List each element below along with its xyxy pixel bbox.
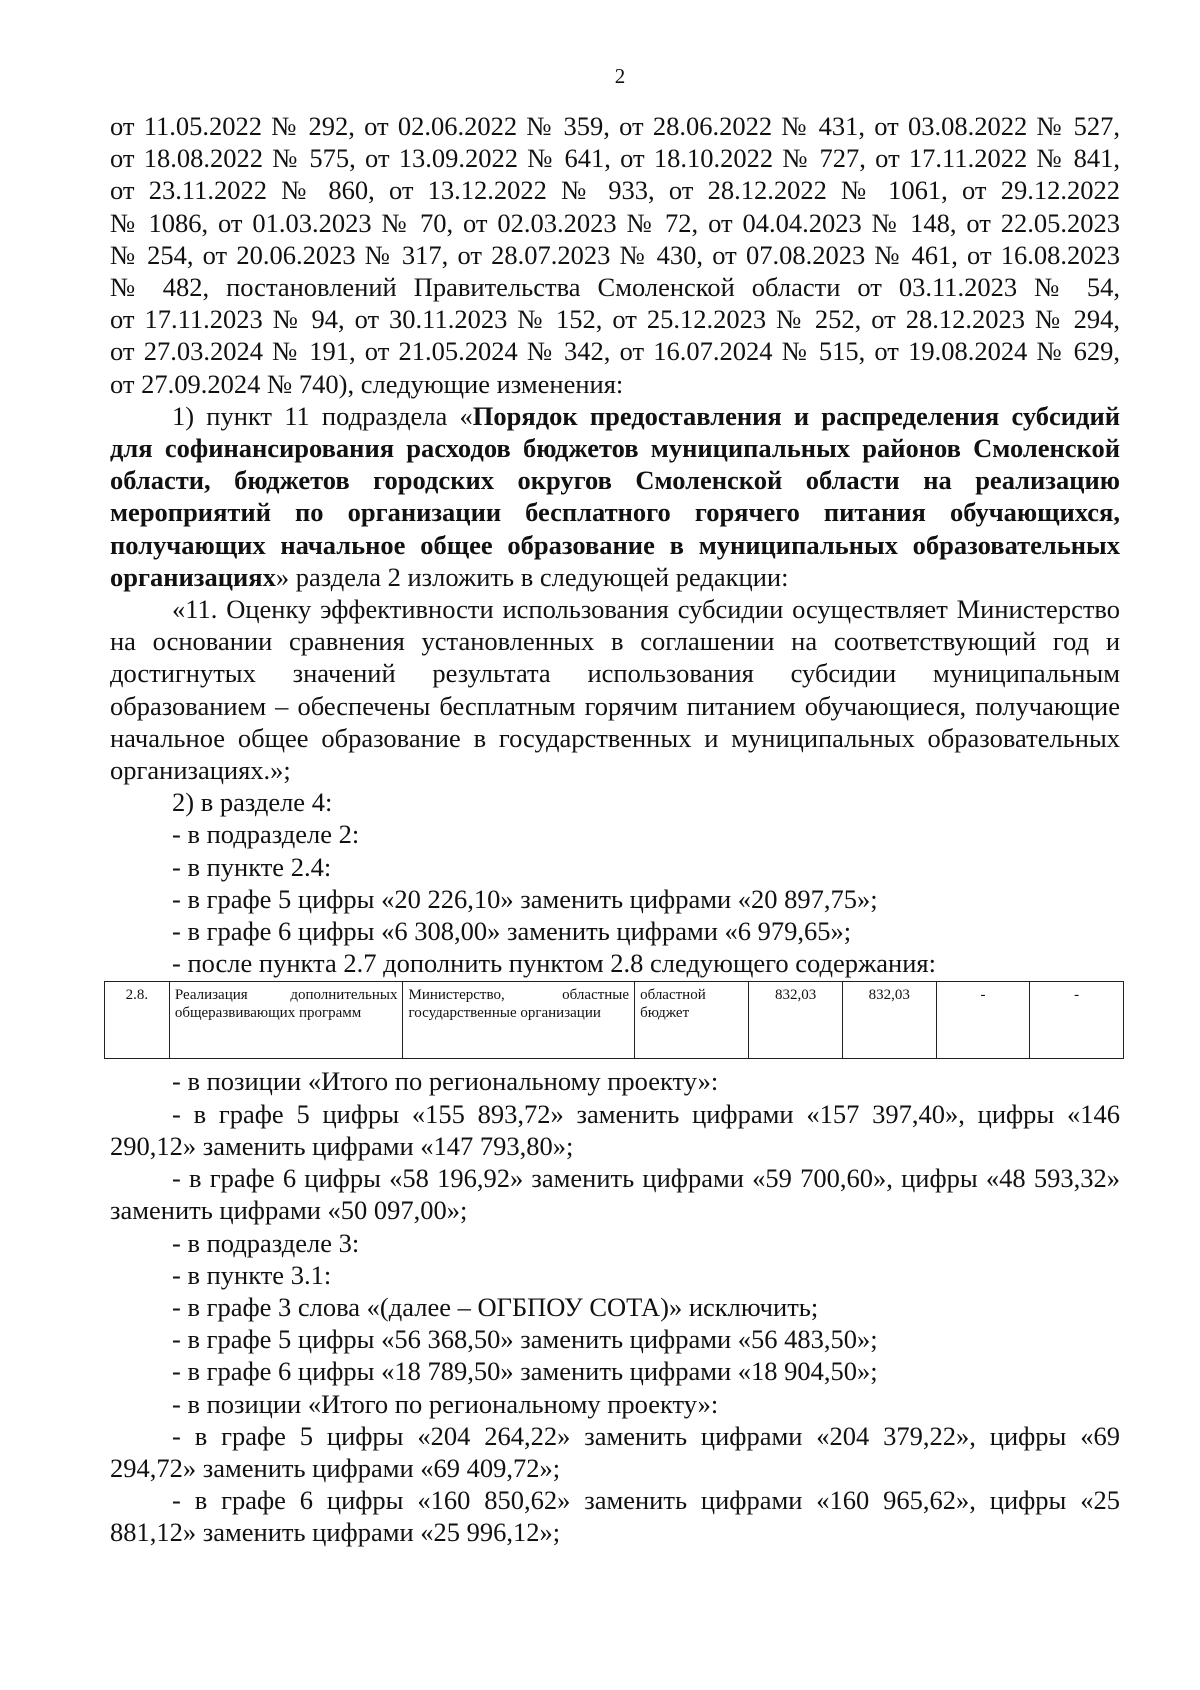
item-1-prefix: 1) пункт 11 подраздела « <box>172 400 473 431</box>
text-line: - в графе 6 цифры «18 789,50» заменить цифрами «18 904,50»; <box>172 1356 878 1387</box>
cell-year-1: 832,03 <box>842 982 936 1059</box>
intro-line: от 18.08.2022 № 575, от 13.09.2022 № 641, от 18.10.2022 № 727, от 17.11.2022 № 841, <box>110 143 1120 174</box>
cell-total: 832,03 <box>749 982 843 1059</box>
intro-line: № 482, постановлений Правительства Смоленской области от 03.11.2023 № 54, <box>110 272 1120 303</box>
text-line: - после пункта 2.7 дополнить пунктом 2.8 следующего содержания: <box>172 948 936 979</box>
cell-executor: Министерство, областные государственные организации <box>403 982 635 1059</box>
cell-year-3: - <box>1030 982 1124 1059</box>
intro-line-last: от 27.09.2024 № 740), следующие изменения: <box>110 368 624 399</box>
text-line: - в подразделе 3: <box>172 1227 360 1258</box>
intro-line: № 254, от 20.06.2023 № 317, от 28.07.2023 № 430, от 07.08.2023 № 461, от 16.08.2023 <box>110 239 1120 270</box>
item-11-paragraph: «11. Оценку эффективности использования субсидии осуществляет Министерство на основании сравнения установленных в соглашении на соответствующий год и достигнутых значений результата использования субсидии муниципальным образованием – обеспечены бесплатным горячим питанием обучающиеся, получающие начальное общее образование в государственных и муниципальных образовательных организациях.»; <box>110 594 1120 786</box>
change-paragraph: - в графе 5 цифры «155 893,72» заменить цифрами «157 397,40», цифры «146 290,12» заменить цифрами «147 793,80»; <box>110 1098 1120 1161</box>
cell-year-2: - <box>936 982 1030 1059</box>
item-1-suffix: » раздела 2 изложить в следующей редакции: <box>275 561 789 592</box>
intro-line: от 23.11.2022 № 860, от 13.12.2022 № 933, от 28.12.2022 № 1061, от 29.12.2022 <box>110 175 1120 206</box>
cell-number: 2.8. <box>105 982 170 1059</box>
change-paragraph: - в графе 5 цифры «204 264,22» заменить цифрами «204 379,22», цифры «69 294,72» заменить цифрами «69 409,72»; <box>110 1420 1120 1483</box>
insert-table <box>104 981 1124 1059</box>
text-line: - в графе 5 цифры «20 226,10» заменить цифрами «20 897,75»; <box>172 883 878 914</box>
intro-block <box>110 110 1120 400</box>
text-line: - в графе 6 цифры «6 308,00» заменить цифрами «6 979,65»; <box>172 916 852 947</box>
page-number: 2 <box>614 64 626 88</box>
table-row <box>105 982 1124 1059</box>
intro-line: от 17.11.2023 № 94, от 30.11.2023 № 152, от 25.12.2023 № 252, от 28.12.2023 № 294, <box>110 304 1120 335</box>
change-paragraph: - в графе 6 цифры «58 196,92» заменить цифрами «59 700,60», цифры «48 593,32» заменить цифрами «50 097,00»; <box>110 1163 1120 1226</box>
text-line: - в подразделе 2: <box>172 819 360 850</box>
intro-line: от 27.03.2024 № 191, от 21.05.2024 № 342, от 16.07.2024 № 515, от 19.08.2024 № 629, <box>110 336 1120 367</box>
text-line: - в позиции «Итого по региональному проекту»: <box>172 1066 719 1097</box>
document-body <box>110 110 1120 1549</box>
change-paragraph: - в графе 6 цифры «160 850,62» заменить цифрами «160 965,62», цифры «25 881,12» заменить цифрами «25 996,12»; <box>110 1485 1120 1548</box>
text-line: - в позиции «Итого по региональному проекту»: <box>172 1388 719 1419</box>
item-1-bold-title: Порядок предоставления и распределения субсидий для софинансирования расходов бюджетов муниципальных районов Смоленской области, бюджетов городских округов Смоленской области на реализацию мероприятий по организации бесплатного горячего питания обучающихся, получающих начальное общее образование в муниципальных образовательных организациях <box>110 400 1120 592</box>
text-line: - в графе 3 слова «(далее – ОГБПОУ СОТА)» исключить; <box>172 1291 819 1322</box>
text-line: - в пункте 2.4: <box>172 851 332 882</box>
text-line: 2) в разделе 4: <box>172 787 333 818</box>
text-line: - в графе 5 цифры «56 368,50» заменить цифрами «56 483,50»; <box>172 1324 878 1355</box>
intro-line: от 11.05.2022 № 292, от 02.06.2022 № 359, от 28.06.2022 № 431, от 03.08.2022 № 527, <box>110 111 1120 141</box>
intro-line: № 1086, от 01.03.2023 № 70, от 02.03.2023 № 72, от 04.04.2023 № 148, от 22.05.2023 <box>110 207 1120 238</box>
text-line: - в пункте 3.1: <box>172 1259 332 1290</box>
cell-name: Реализация дополнительных общеразвивающих программ <box>169 982 403 1059</box>
item-1-paragraph <box>110 400 1120 593</box>
cell-source: областной бюджет <box>635 982 749 1059</box>
